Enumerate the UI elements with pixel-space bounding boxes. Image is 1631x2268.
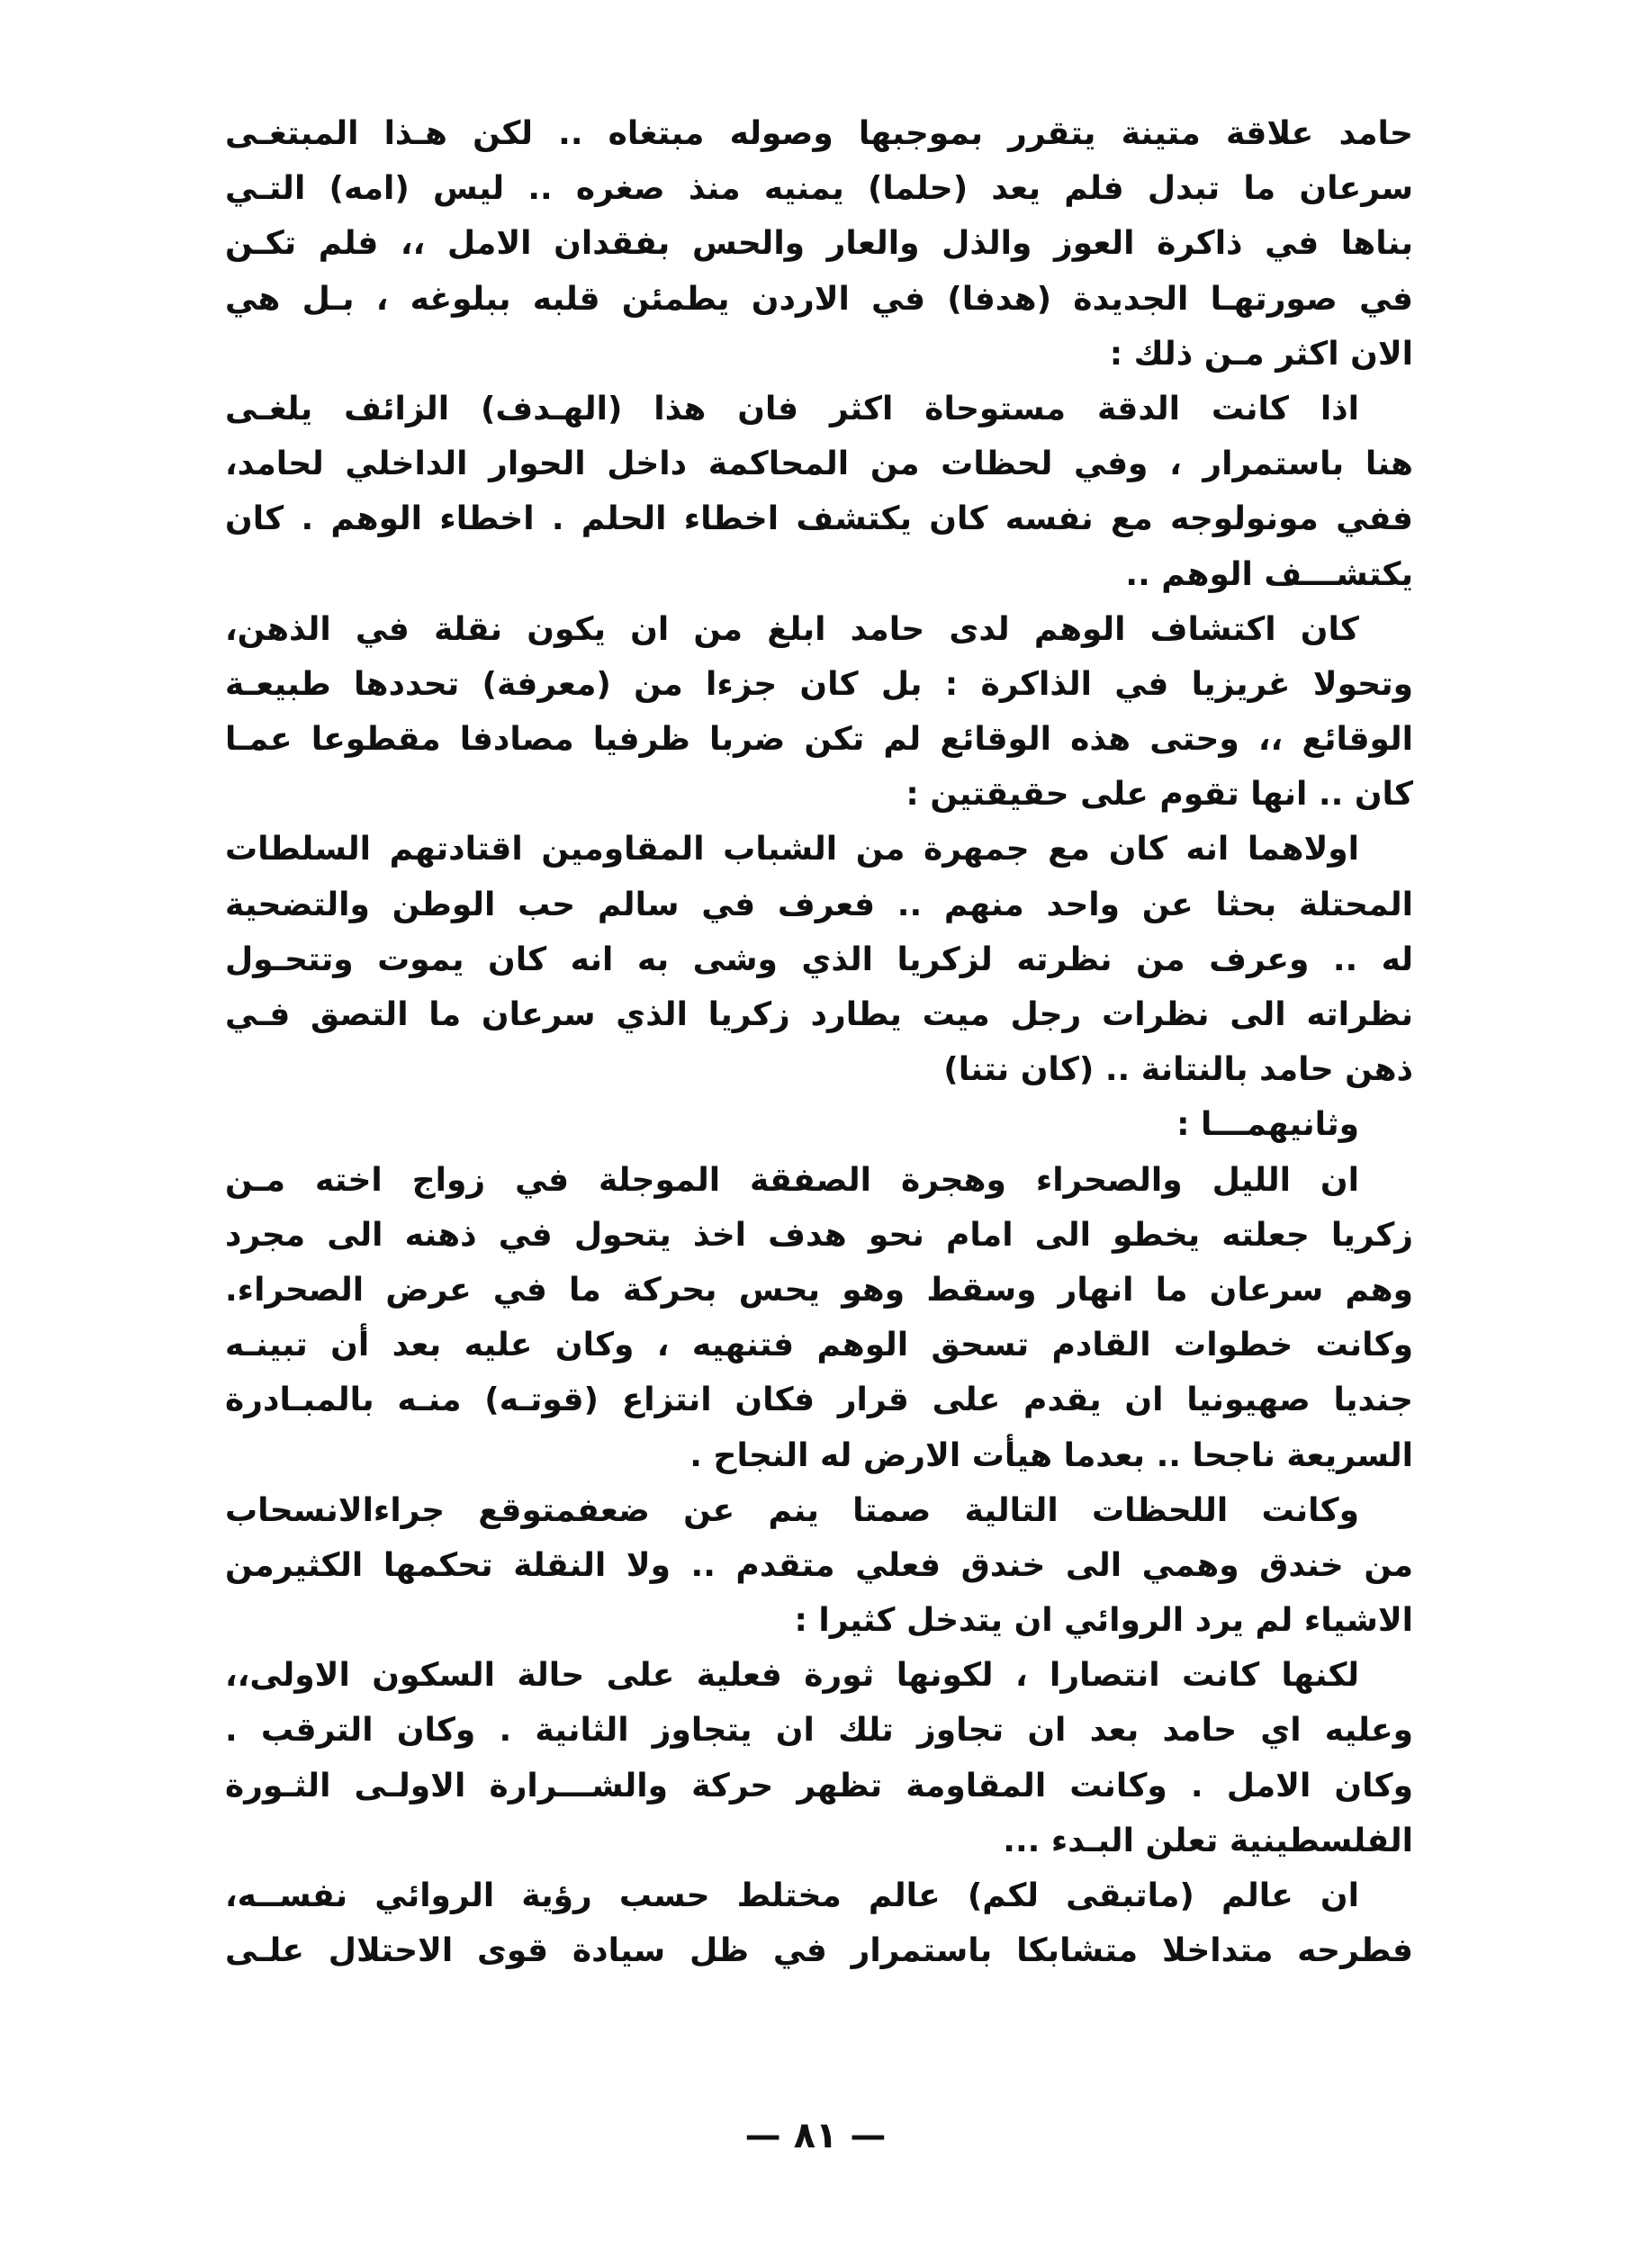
text-line: الان اكثر مـن ذلك : xyxy=(1109,335,1413,373)
text-line: ذهن حامد بالنتانة .. (كان نتنا) xyxy=(943,1051,1413,1089)
text-line: وكان الامل . وكانت المقاومة تظهر حركة والشـــرارة الاولـى الثـورة xyxy=(225,1767,1413,1804)
paragraph-start-line: ان عالم (ماتبقى لكم) عالم مختلط حسب رؤية الروائي نفســه، xyxy=(225,1877,1359,1914)
text-line: وهم سرعان ما انهار وسقط وهو يحس بحركة ما في عرض الصحراء. xyxy=(225,1271,1413,1309)
text-line: من خندق وهمي الى خندق فعلي متقدم .. ولا النقلة تحكمها الكثيرمن xyxy=(225,1546,1413,1584)
text-line: السريعة ناجحا .. بعدما هيأت الارض له النجاح . xyxy=(689,1436,1413,1474)
text-line: سرعان ما تبدل فلم يعد (حلما) يمنيه منذ صغره .. ليس (امه) التـي xyxy=(225,170,1413,208)
text-line: بناها في ذاكرة العوز والذل والعار والحس بفقدان الامل ،، فلم تكـن xyxy=(225,225,1413,263)
text-line: له .. وعرف من نظرته لزكريا الذي وشى به انه كان يموت وتتحـول xyxy=(225,940,1413,978)
body-text xyxy=(225,106,1413,1978)
text-line: فطرحه متداخلا متشابكا باستمرار في ظل سيادة قوى الاحتلال علـى xyxy=(225,1932,1413,1970)
paragraph-start-line: لكنها كانت انتصارا ، لكونها ثورة فعلية على حالة السكون الاولى،، xyxy=(225,1657,1359,1695)
text-line: يكتشـــف الوهم .. xyxy=(1125,555,1413,593)
text-line: جنديا صهيونيا ان يقدم على قرار فكان انتزاع (قوتـه) منـه بالمبـادرة xyxy=(225,1382,1413,1419)
paragraph-start-line: وثانيهمـــا : xyxy=(1176,1106,1359,1144)
text-line: هنا باستمرار ، وفي لحظات من المحاكمة داخل الحوار الداخلي لحامد، xyxy=(225,446,1413,483)
text-line: حامد علاقة متينة يتقرر بموجبها وصوله مبتغاه .. لكن هـذا المبتغـى xyxy=(225,115,1413,152)
paragraph-start-line: اذا كانت الدقة مستوحاة اكثر فان هذا (الهـدف) الزائف يلغـى xyxy=(225,390,1359,428)
paragraph-start-line: ان الليل والصحراء وهجرة الصفقة الموجلة في زواج اخته مـن xyxy=(225,1161,1359,1199)
text-line: وكانت خطوات القادم تسحق الوهم فتنهيه ، وكان عليه بعد أن تبينـه xyxy=(225,1327,1413,1364)
text-line: الاشياء لم يرد الروائي ان يتدخل كثيرا : xyxy=(794,1602,1413,1640)
paragraph-start-line: اولاهما انه كان مع جمهرة من الشباب المقاومين اقتادتهم السلطات xyxy=(225,831,1359,868)
text-line: المحتلة بحثا عن واحد منهم .. فعرف في سالم حب الوطن والتضحية xyxy=(225,886,1413,923)
text-line: الفلسطينية تعلن البـدء ... xyxy=(1003,1822,1413,1859)
text-line: في صورتهـا الجديدة (هدفا) في الاردن يطمئن قلبه ببلوغه ، بـل هي xyxy=(225,280,1413,318)
text-line: كان .. انها تقوم على حقيقتين : xyxy=(906,776,1413,814)
text-line: وتحولا غريزيا في الذاكرة : بل كان جزءا من (معرفة) تحددها طبيعـة xyxy=(225,665,1413,703)
text-line: نظراته الى نظرات رجل ميت يطارد زكريا الذي سرعان ما التصق فـي xyxy=(225,996,1413,1033)
text-line: وعليه اي حامد بعد ان تجاوز تلك ان يتجاوز الثانية . وكان الترقب . xyxy=(225,1712,1413,1750)
paragraph-start-line: وكانت اللحظات التالية صمتا ينم عن ضعفمتوقع جراءالانسحاب xyxy=(225,1491,1359,1529)
text-line: الوقائع ،، وحتى هذه الوقائع لم تكن ضربا ظرفيا مصادفا مقطوعا عمـا xyxy=(225,721,1413,759)
page-number: — ٨١ — xyxy=(744,2115,887,2156)
text-line: ففي مونولوجه مع نفسه كان يكتشف اخطاء الحلم . اخطاء الوهم . كان xyxy=(225,500,1413,538)
paragraph-start-line: كان اكتشاف الوهم لدى حامد ابلغ من ان يكون نقلة في الذهن، xyxy=(225,610,1359,648)
text-line: زكريا جعلته يخطو الى امام نحو هدف اخذ يتحول في ذهنه الى مجرد xyxy=(225,1216,1413,1254)
